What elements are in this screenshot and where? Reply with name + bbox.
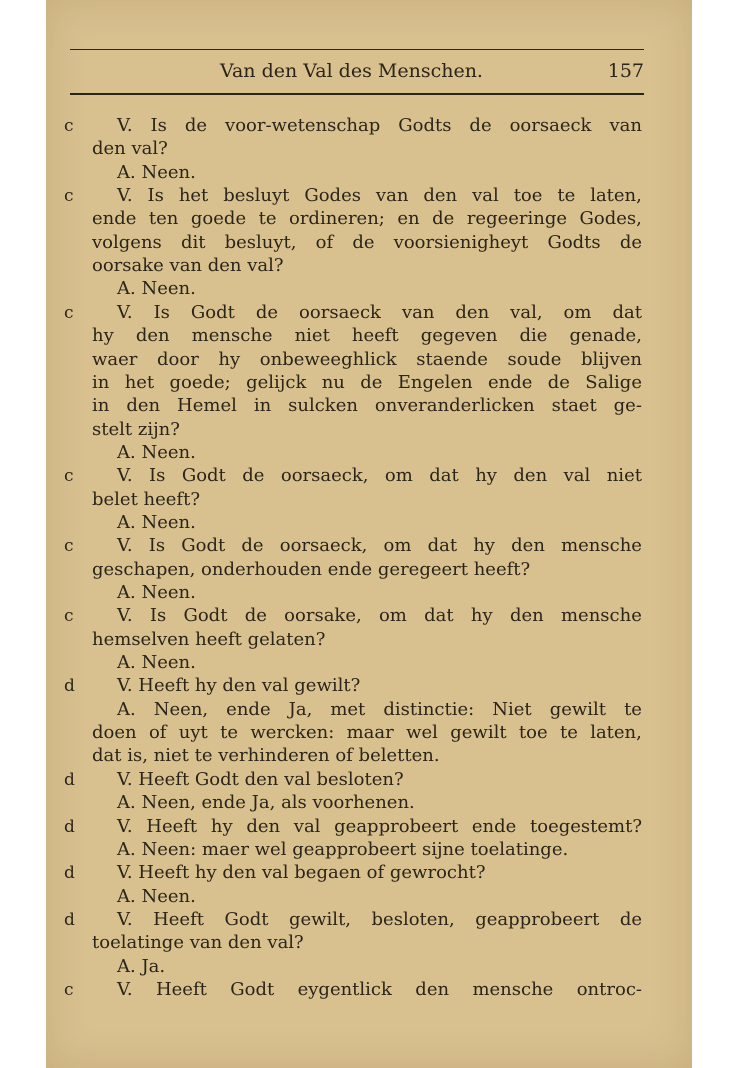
margin-mark: c <box>64 302 74 323</box>
text-line: toelatinge van den val? <box>92 932 304 954</box>
text-line: V. Heeft hy den val gewilt? <box>117 675 361 697</box>
margin-mark: c <box>64 979 74 1000</box>
text-line: V. Heeft hy den val geapprobeert ende toegestemt? <box>117 815 642 837</box>
text-line: oorsake van den val? <box>92 255 284 277</box>
text-line: in den Hemel in sulcken onveranderlicken staet ge- <box>92 395 642 417</box>
margin-mark: c <box>64 606 74 627</box>
text-line: dat is, niet te verhinderen of beletten. <box>92 745 440 767</box>
text-line: V. Is de voor-wetenschap Godts de oorsaeck van <box>117 115 642 136</box>
margin-mark: c <box>64 536 74 557</box>
text-line: hy den mensche niet heeft gegeven die genade, <box>92 325 642 347</box>
text-line: in het goede; gelijck nu de Engelen ende de Salige <box>92 371 642 393</box>
text-line: A. Ja. <box>117 955 166 977</box>
text-line: A. Neen, ende Ja, met distinctie: Niet gewilt te <box>117 698 642 720</box>
margin-mark: c <box>64 186 74 207</box>
text-line: waer door hy onbeweeghlick staende soude blijven <box>92 348 642 370</box>
text-line: doen of uyt te wercken: maar wel gewilt toe te laten, <box>92 722 642 744</box>
text-line: V. Heeft hy den val begaen of gewrocht? <box>117 862 486 884</box>
text-line: V. Heeft Godt eygentlick den mensche ontroc- <box>117 978 642 1000</box>
header-rule-top <box>70 49 644 50</box>
margin-mark: c <box>64 116 74 136</box>
text-line: V. Is het besluyt Godes van den val toe te laten, <box>117 185 642 207</box>
text-line: V. Is Godt de oorsaeck van den val, om dat <box>117 301 642 323</box>
text-line: V. Is Godt de oorsake, om dat hy den mensche <box>117 605 642 627</box>
text-line: A. Neen, ende Ja, als voorhenen. <box>117 792 415 814</box>
text-line: hemselven heeft gelaten? <box>92 628 326 650</box>
text-line: V. Heeft Godt den val besloten? <box>117 768 404 790</box>
header-rule-bottom <box>70 93 644 95</box>
margin-mark: d <box>64 676 75 697</box>
text-line: V. Is Godt de oorsaeck, om dat hy den val niet <box>117 465 642 487</box>
text-line: A. Neen. <box>117 885 196 907</box>
text-line: volgens dit besluyt, of de voorsienigheyt Godts de <box>92 231 642 253</box>
text-line: den val? <box>92 138 168 160</box>
text-line: ende ten goede te ordineren; en de regeeringe Godes, <box>92 208 642 230</box>
text-line: A. Neen. <box>117 511 196 533</box>
text-line: belet heeft? <box>92 488 200 510</box>
text-line: A. Neen. <box>117 278 196 300</box>
page-number: 157 <box>607 60 644 82</box>
text-line: stelt zijn? <box>92 418 180 440</box>
running-title: Van den Val des Menschen. <box>220 60 483 82</box>
text-line: A. Neen. <box>117 652 196 674</box>
text-line: A. Neen. <box>117 582 196 603</box>
text-line: A. Neen: maer wel geapprobeert sijne toelatinge. <box>117 838 569 860</box>
margin-mark: d <box>64 863 75 884</box>
text-line: geschapen, onderhouden ende geregeert heeft? <box>92 558 531 580</box>
margin-mark: d <box>64 816 75 837</box>
text-line: A. Neen. <box>117 441 196 463</box>
text-line: V. Is Godt de oorsaeck, om dat hy den mensche <box>117 535 642 557</box>
text-line: V. Heeft Godt gewilt, besloten, geapprobeert de <box>117 908 642 930</box>
margin-mark: c <box>64 466 74 487</box>
text-line: A. Neen. <box>117 161 196 183</box>
margin-mark: d <box>64 909 75 930</box>
book-page <box>46 0 692 1068</box>
running-header <box>70 60 644 88</box>
margin-mark: d <box>64 769 75 790</box>
